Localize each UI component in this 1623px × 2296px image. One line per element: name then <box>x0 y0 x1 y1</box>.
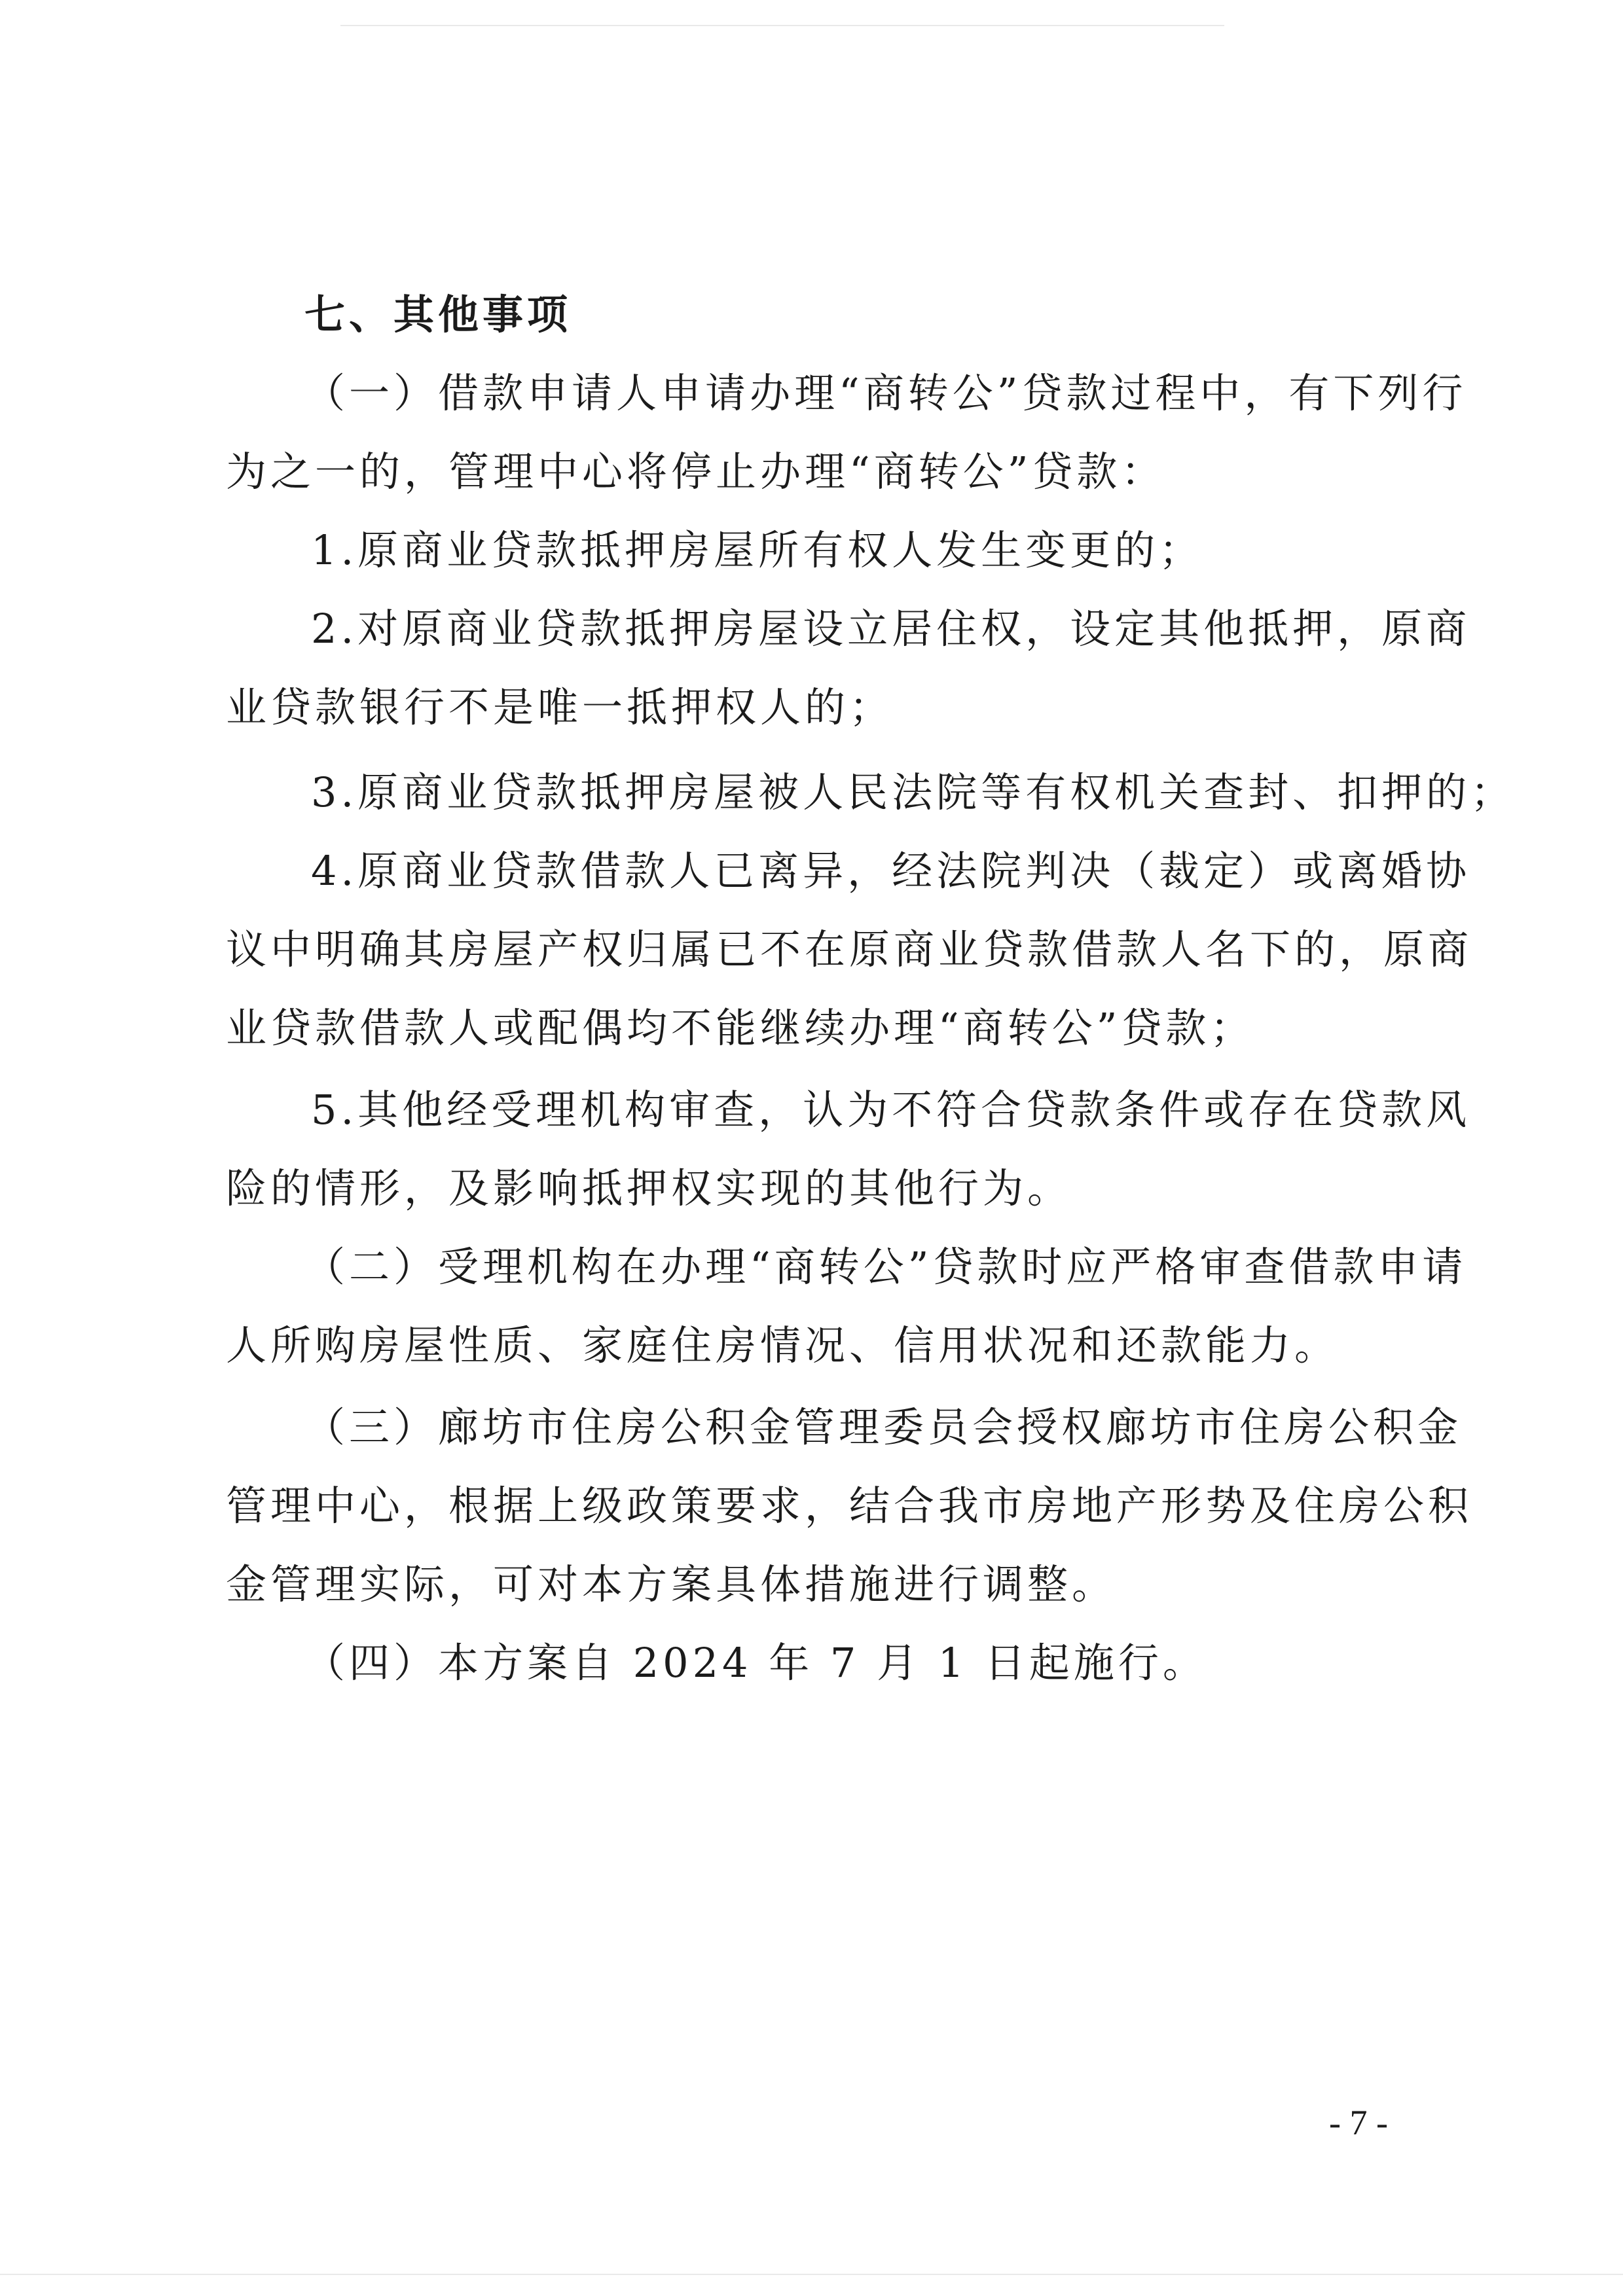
paragraph-line: 为之一的，管理中心将停止办理“商转公”贷款： <box>226 448 1166 495</box>
paragraph-line: 3.原商业贷款抵押房屋被人民法院等有权机关查封、扣押的； <box>311 768 1516 816</box>
paragraph-line: 2.对原商业贷款抵押房屋设立居住权，设定其他抵押，原商 <box>311 605 1471 653</box>
paragraph-line: 议中明确其房屋产权归属已不在原商业贷款借款人名下的，原商 <box>226 925 1473 973</box>
section-heading: 七、其他事项 <box>304 291 572 338</box>
paragraph-line: 4.原商业贷款借款人已离异，经法院判决（裁定）或离婚协 <box>311 847 1471 895</box>
paragraph-line: 管理中心，根据上级政策要求，结合我市房地产形势及住房公积 <box>226 1482 1473 1530</box>
paragraph-line: （一）借款申请人申请办理“商转公”贷款过程中，有下列行 <box>304 369 1467 417</box>
paragraph-line: 人所购房屋性质、家庭住房情况、信用状况和还款能力。 <box>226 1321 1340 1369</box>
scan-edge-top <box>340 25 1224 26</box>
scan-edge-bottom <box>0 2274 1623 2275</box>
paragraph-line: 金管理实际，可对本方案具体措施进行调整。 <box>226 1560 1117 1608</box>
paragraph-line: 1.原商业贷款抵押房屋所有权人发生变更的； <box>311 526 1204 574</box>
page-number: - 7 - <box>1329 2103 1388 2142</box>
paragraph-line: 业贷款银行不是唯一抵押权人的； <box>226 683 894 731</box>
paragraph-line: 业贷款借款人或配偶均不能继续办理“商转公”贷款； <box>226 1004 1255 1052</box>
paragraph-line: 险的情形，及影响抵押权实现的其他行为。 <box>226 1164 1072 1212</box>
paragraph-line: 5.其他经受理机构审查，认为不符合贷款条件或存在贷款风 <box>311 1086 1471 1134</box>
paragraph-line: （二）受理机构在办理“商转公”贷款时应严格审查借款申请 <box>304 1243 1467 1291</box>
paragraph-line: （四）本方案自 2024 年 7 月 1 日起施行。 <box>304 1639 1207 1687</box>
paragraph-line: （三）廊坊市住房公积金管理委员会授权廊坊市住房公积金 <box>304 1403 1463 1451</box>
